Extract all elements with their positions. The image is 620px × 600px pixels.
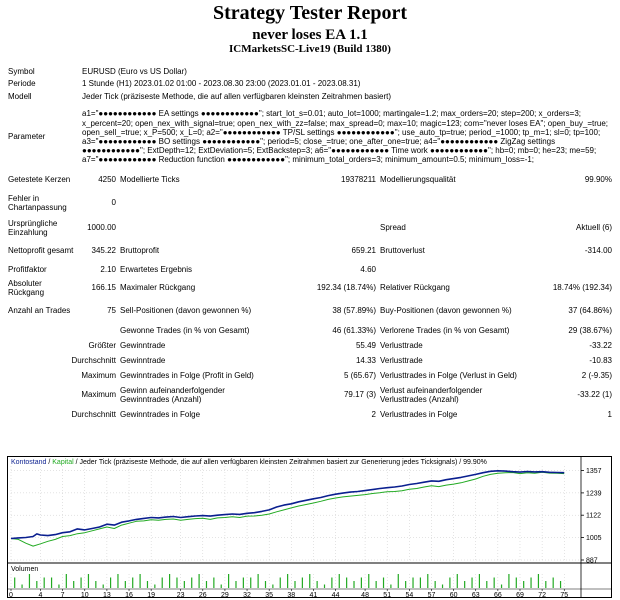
legend-separator: / xyxy=(46,459,53,466)
long-positions-label: Buy-Positionen (davon gewonnen %) xyxy=(380,306,512,316)
table-row xyxy=(6,78,614,90)
table-row xyxy=(6,90,614,104)
average-loss-value: -10.83 xyxy=(589,355,612,365)
x-tick-label: 54 xyxy=(405,592,414,598)
maximum-label: Maximum xyxy=(81,370,116,380)
max-consecutive-profit-value: 79.17 (3) xyxy=(343,390,376,400)
x-tick-label: 13 xyxy=(102,592,111,598)
bars-value: 4250 xyxy=(98,175,116,185)
deposit-value: 1000.00 xyxy=(87,223,116,233)
model-label: Modell xyxy=(8,92,32,102)
bars-label: Getestete Kerzen xyxy=(8,175,71,185)
table-row xyxy=(6,190,614,216)
short-positions-label: Sell-Positionen (davon gewonnen %) xyxy=(120,306,252,316)
expected-payoff-value: 4.60 xyxy=(360,264,376,274)
period-label: Periode xyxy=(8,79,36,89)
quality-value: 99.90% xyxy=(584,175,612,185)
x-tick-label: 0 xyxy=(9,592,13,598)
x-tick-label: 32 xyxy=(243,592,251,598)
table-row xyxy=(6,216,614,240)
expert-name: never loses EA 1.1 xyxy=(252,27,368,43)
long-positions-value: 37 (64.86%) xyxy=(568,306,612,316)
net-profit-label: Nettoprofit gesamt xyxy=(8,246,74,256)
x-tick-label: 29 xyxy=(221,592,229,598)
relative-drawdown-label: Relativer Rückgang xyxy=(380,283,450,293)
largest-loss-value: -33.22 xyxy=(589,340,612,350)
table-row xyxy=(6,299,614,323)
table-row xyxy=(6,407,614,422)
max-consecutive-loss-label: Verlust aufeinanderfolgender Verlusttrades (Anzahl) xyxy=(380,385,483,404)
average-label-2: Durchschnitt xyxy=(71,409,116,419)
x-tick-label: 44 xyxy=(331,592,340,598)
model-value: Jeder Tick (präziseste Methode, die auf allen verfügbaren kleinsten Zeitrahmen basiert) xyxy=(82,92,392,102)
absolute-drawdown-value: 166.15 xyxy=(91,283,116,293)
quality-label: Modellierungsqualität xyxy=(380,175,456,185)
max-consecutive-wins-value: 5 (65.67) xyxy=(343,370,376,380)
largest-win-value: 55.49 xyxy=(355,340,376,350)
absolute-drawdown-label: Absoluter Rückgang xyxy=(8,278,45,297)
max-consecutive-losses-value: 2 (-9.35) xyxy=(581,370,612,380)
x-tick-label: 19 xyxy=(147,592,156,598)
x-tick-label: 48 xyxy=(361,592,369,598)
parameter-value: a1="●●●●●●●●●●●● EA settings ●●●●●●●●●●●●"; start_lot_s=0.01; auto_lot=1000; martingale=1.2; max_orders=20; step=200; x_orders=3; x_percent=20; open_nex_with_signal=true; open_nex_with_zz=false; max_spread=0; max=10; magic=123; com="never loses EA"; open_buy_=true; open_sell_=true; x_P=500; x_L=0; a2="●●●●●●●●●●●● TP/SL settings ●●●●●●●●●●●●"; use_auto_tp=true; period_=1000; tp_m=1; sl=0; tp=100; a3="●●●●●●●●●●●● BO settings ●●●●●●●●●●●●"; period=5; close_=true; one_after_one=true; a4="●●●●●●●●●●●● ZigZag settings ●●●●●●●●●●●●"; ExtDepth=12; ExtDeviation=5; ExtBackstep=3; a6="●●●●●●●●●●●● Time work ●●●●●●●●●●●●"; hb=0; mb=0; he=23; me=59; a7="●●●●●●●●●●●● Reduction function ●●●●●●●●●●●●"; minimum_total_orders=3; minimum_amount=0.5; minimum_loss=-1; xyxy=(82,109,609,165)
lost-trades-value: 29 (38.67%) xyxy=(568,325,612,335)
y-tick-label: 1357 xyxy=(586,467,602,475)
expected-payoff-label: Erwartetes Ergebnis xyxy=(120,264,193,274)
x-tick-label: 75 xyxy=(560,592,569,598)
profit-factor-label: Profitfaktor xyxy=(8,264,47,274)
y-tick-label: 1239 xyxy=(586,490,602,498)
x-tick-label: 63 xyxy=(471,592,480,598)
table-row xyxy=(6,240,614,262)
avg-consecutive-wins-value: 2 xyxy=(371,409,376,419)
x-tick-label: 10 xyxy=(80,592,89,598)
avg-consecutive-losses-value: 1 xyxy=(607,409,612,419)
ticks-value: 19378211 xyxy=(341,175,376,185)
period-value: 1 Stunde (H1) 2023.01.02 01:00 - 2023.08.30 23:00 (2023.01.01 - 2023.08.31) xyxy=(82,79,361,89)
gross-loss-label: Bruttoverlust xyxy=(380,246,425,256)
maximum-label-2: Maximum xyxy=(81,390,116,400)
spread-value: Aktuell (6) xyxy=(575,223,612,233)
maximal-drawdown-value: 192.34 (18.74%) xyxy=(316,283,376,293)
largest-label: Größter xyxy=(88,340,116,350)
x-tick-label: 69 xyxy=(516,592,524,598)
x-tick-label: 72 xyxy=(538,592,547,598)
largest-loss-label: Verlusttrade xyxy=(380,340,423,350)
average-win-value: 14.33 xyxy=(355,355,376,365)
x-tick-label: 51 xyxy=(383,592,392,598)
x-tick-label: 41 xyxy=(309,592,318,598)
lost-trades-label: Verlorene Trades (in % von Gesamt) xyxy=(380,325,510,335)
average-label: Durchschnitt xyxy=(71,355,116,365)
total-trades-value: 75 xyxy=(107,306,116,316)
ticks-label: Modellierte Ticks xyxy=(120,175,180,185)
max-consecutive-wins-label: Gewinntrades in Folge (Profit in Geld) xyxy=(120,370,254,380)
table-row xyxy=(6,383,614,407)
chart-legend xyxy=(11,459,487,466)
table-row xyxy=(6,277,614,299)
symbol-value: EURUSD (Euro vs US Dollar) xyxy=(82,67,187,77)
relative-drawdown-value: 18.74% (192.34) xyxy=(552,283,612,293)
won-trades-value: 46 (61.33%) xyxy=(332,325,376,335)
x-tick-label: 57 xyxy=(427,592,436,598)
x-tick-label: 38 xyxy=(287,592,296,598)
max-consecutive-profit-label: Gewinn aufeinanderfolgender Gewinntrades (Anzahl) xyxy=(120,385,225,404)
table-row xyxy=(6,104,614,170)
balance-chart xyxy=(7,456,612,598)
table-row xyxy=(6,338,614,353)
table-row xyxy=(6,170,614,190)
won-trades-label: Gewonne Trades (in % von Gesamt) xyxy=(120,325,250,335)
x-tick-label: 7 xyxy=(60,592,65,598)
deposit-label: Ursprüngliche Einzahlung xyxy=(8,218,58,237)
gross-profit-value: 659.21 xyxy=(351,246,376,256)
maximal-drawdown-label: Maximaler Rückgang xyxy=(120,283,196,293)
legend-description: / Jeder Tick (präziseste Methode, die auf allen verfügbaren kleinsten Zeitrahmen basiert zur Generierung jedes Ticksignals) / 99.90% xyxy=(73,459,487,466)
gross-profit-label: Bruttoprofit xyxy=(120,246,160,256)
x-tick-label: 16 xyxy=(125,592,133,598)
profit-factor-value: 2.10 xyxy=(100,264,116,274)
table-row xyxy=(6,66,614,78)
x-tick-label: 4 xyxy=(38,592,43,598)
avg-consecutive-losses-label: Verlusttrades in Folge xyxy=(380,409,458,419)
errors-label: Fehler in Chartanpassung xyxy=(8,193,67,212)
legend-equity: Kapital xyxy=(52,459,74,466)
server-build: ICMarketsSC-Live19 (Build 1380) xyxy=(229,43,391,55)
x-tick-label: 23 xyxy=(176,592,185,598)
y-tick-label: 1122 xyxy=(586,512,602,520)
table-row xyxy=(6,262,614,277)
y-tick-label: 1005 xyxy=(586,535,602,543)
table-row xyxy=(6,368,614,383)
average-win-label: Gewinntrade xyxy=(120,355,166,365)
total-trades-label: Anzahl an Trades xyxy=(8,306,71,316)
report-table xyxy=(6,66,614,422)
parameter-label: Parameter xyxy=(8,132,46,142)
max-consecutive-losses-label: Verlusttrades in Folge (Verlust in Geld) xyxy=(380,370,517,380)
y-tick-label: 887 xyxy=(586,557,598,565)
x-tick-label: 60 xyxy=(449,592,458,598)
table-row xyxy=(6,323,614,338)
average-loss-label: Verlusttrade xyxy=(380,355,423,365)
largest-win-label: Gewinntrade xyxy=(120,340,166,350)
x-tick-label: 26 xyxy=(198,592,207,598)
net-profit-value: 345.22 xyxy=(91,246,116,256)
legend-balance: Kontostand xyxy=(11,459,47,466)
balance-chart-svg xyxy=(7,456,612,598)
volume-label: Volumen xyxy=(11,566,39,573)
short-positions-value: 38 (57.89%) xyxy=(332,306,376,316)
gross-loss-value: -314.00 xyxy=(584,246,612,256)
spread-label: Spread xyxy=(380,223,406,233)
report-title: Strategy Tester Report xyxy=(212,2,408,24)
symbol-label: Symbol xyxy=(8,67,35,77)
x-tick-label: 35 xyxy=(265,592,274,598)
max-consecutive-loss-value: -33.22 (1) xyxy=(577,390,612,400)
x-tick-label: 66 xyxy=(493,592,502,598)
errors-value: 0 xyxy=(111,198,116,208)
avg-consecutive-wins-label: Gewinntrades in Folge xyxy=(120,409,201,419)
table-row xyxy=(6,353,614,368)
